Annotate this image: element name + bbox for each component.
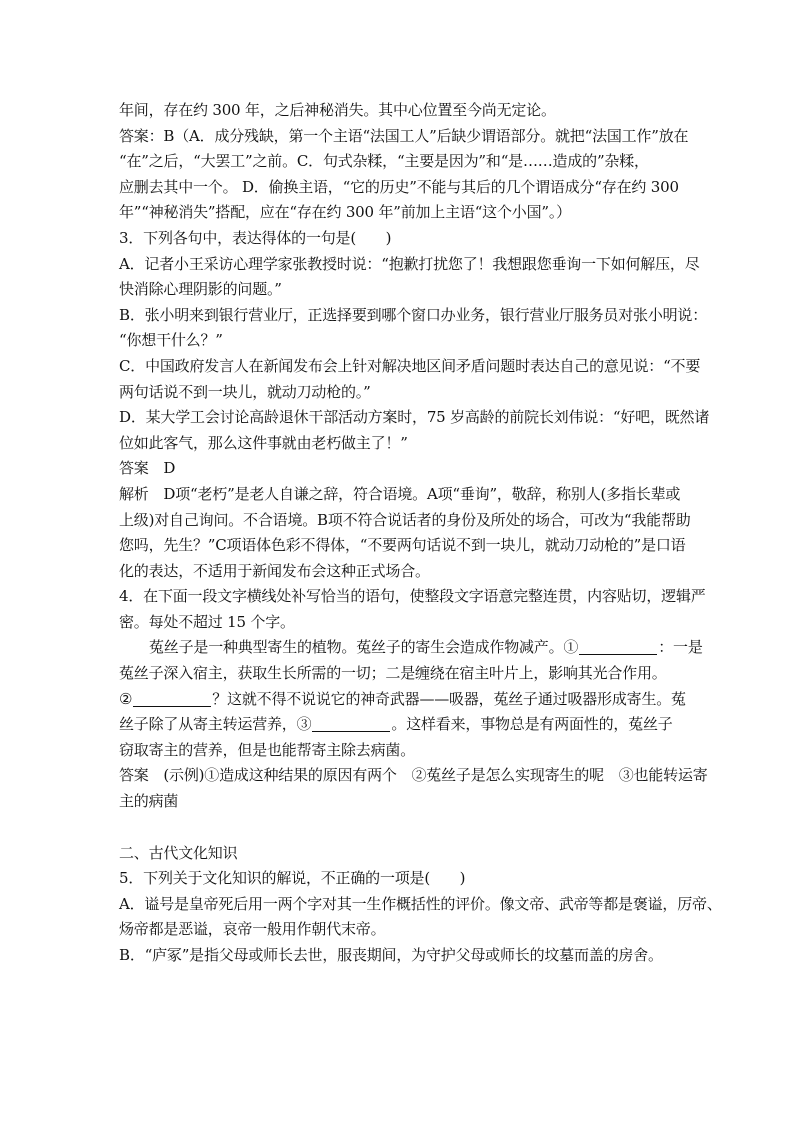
passage-line: 菟丝子深入宿主，获取生长所需的一切；二是缠绕在宿主叶片上，影响其光合作用。 bbox=[119, 664, 667, 683]
text-line: 年间，存在约 300 年，之后神秘消失。其中心位置至今尚无定论。 bbox=[119, 101, 556, 119]
option-b-line: B．“庐冢”是指父母或师长去世，服丧期间，为守护父母或师长的坟墓而盖的房舍。 bbox=[119, 946, 663, 964]
option-b-line: B．张小明来到银行营业厅，正选择要到哪个窗口办业务，银行营业厅服务员对张小明说： bbox=[119, 305, 708, 324]
question-4-stem: 密。每处不超过 15 个字。 bbox=[119, 612, 295, 631]
option-a-line: A．记者小王采访心理学家张教授时说：“抱歉打扰您了！我想跟您垂询一下如何解压，尽 bbox=[119, 254, 700, 273]
explanation-line: 上级)对自己询问。不合语境。B项不符合说话者的身份及所处的场合，可改为“我能帮助 bbox=[119, 510, 691, 529]
passage-line bbox=[119, 635, 703, 661]
option-a-line: A．谥号是皇帝死后用一两个字对其一生作概括性的评价。像文帝、武帝等都是褒谥，厉帝、 bbox=[119, 894, 722, 913]
option-a-line: 快消除心理阴影的问题。” bbox=[119, 280, 282, 299]
passage-text: 丝子除了从寄主转运营养，③ bbox=[119, 715, 312, 734]
section-gap bbox=[119, 815, 679, 841]
passage-text: ：一是 bbox=[658, 638, 703, 657]
question-3-stem: 3．下列各句中，表达得体的一句是( ) bbox=[119, 228, 392, 247]
answer-line: “在”之后，“大罢工”之前。C．句式杂糅，“主要是因为”和“是……造成的”杂糅， bbox=[119, 152, 649, 171]
passage-line bbox=[119, 712, 679, 738]
option-b-line: “你想干什么？” bbox=[119, 331, 223, 350]
option-c-line: 两句话说不到一块儿，就动刀动枪的。” bbox=[119, 382, 371, 401]
explanation-line: 解析 D项“老朽”是老人自谦之辞，符合语境。A项“垂询”，敬辞，称别人(多指长辈或 bbox=[119, 484, 681, 503]
document-page bbox=[119, 98, 722, 969]
passage-text: ？这就不得不说说它的神奇武器——吸器，菟丝子通过吸器形成寄生。菟 bbox=[212, 689, 686, 708]
explanation-line: 您吗，先生？”C项语体色彩不得体，“不要两句话说不到一块儿，就动刀动枪的”是口语 bbox=[119, 536, 686, 555]
question-4-stem: 4．在下面一段文字横线处补写恰当的语句，使整段文字语意完整连贯，内容贴切，逻辑严 bbox=[119, 587, 706, 606]
passage-text: 菟丝子是一种典型寄生的植物。菟丝子的寄生会造成作物减产。① bbox=[149, 638, 579, 657]
answer-line: 答案：B（A．成分残缺，第一个主语“法国工人”后缺少谓语部分。就把“法国工作”放在 bbox=[119, 126, 689, 145]
option-d-line: 位如此客气，那么这件事就由老朽做主了！” bbox=[119, 433, 408, 452]
passage-text: ② bbox=[119, 689, 133, 708]
option-d-line: D．某大学工会讨论高龄退休干部活动方案时，75 岁高龄的前院长刘伟说：“好吧，既然诸 bbox=[119, 408, 710, 427]
option-c-line: C．中国政府发言人在新闻发布会上针对解决地区间矛盾问题时表达自己的意见说：“不要 bbox=[119, 356, 701, 375]
option-a-line: 炀帝都是恶谥，哀帝一般用作朝代末帝。 bbox=[119, 920, 386, 939]
answer-line: 应删去其中一个。 D．偷换主语，“它的历史”不能与其后的几个谓语成分“存在约 300 bbox=[119, 177, 679, 196]
fill-blank-2 bbox=[133, 689, 211, 707]
passage-text: 。这样看来，事物总是有两面性的，菟丝子 bbox=[391, 715, 673, 734]
question-5-stem: 5．下列关于文化知识的解说，不正确的一项是( ) bbox=[119, 869, 466, 888]
passage-line: 窃取寄主的营养，但是也能帮寄主除去病菌。 bbox=[119, 740, 416, 759]
answer-line: 年”“神秘消失”搭配，应在“存在约 300 年”前加上主语“这个小国”。） bbox=[119, 203, 571, 222]
fill-blank-3 bbox=[312, 714, 390, 732]
passage-line bbox=[119, 687, 686, 713]
answer-4: 主的病菌 bbox=[119, 792, 179, 811]
answer-4: 答案 (示例)①造成这种结果的原因有两个 ②菟丝子是怎么实现寄生的呢 ③也能转运寄 bbox=[119, 766, 708, 785]
fill-blank-1 bbox=[579, 637, 657, 655]
explanation-line: 化的表达，不适用于新闻发布会这种正式场合。 bbox=[119, 561, 430, 580]
answer-3: 答案 D bbox=[119, 459, 176, 478]
section-heading: 二、古代文化知识 bbox=[119, 843, 238, 862]
